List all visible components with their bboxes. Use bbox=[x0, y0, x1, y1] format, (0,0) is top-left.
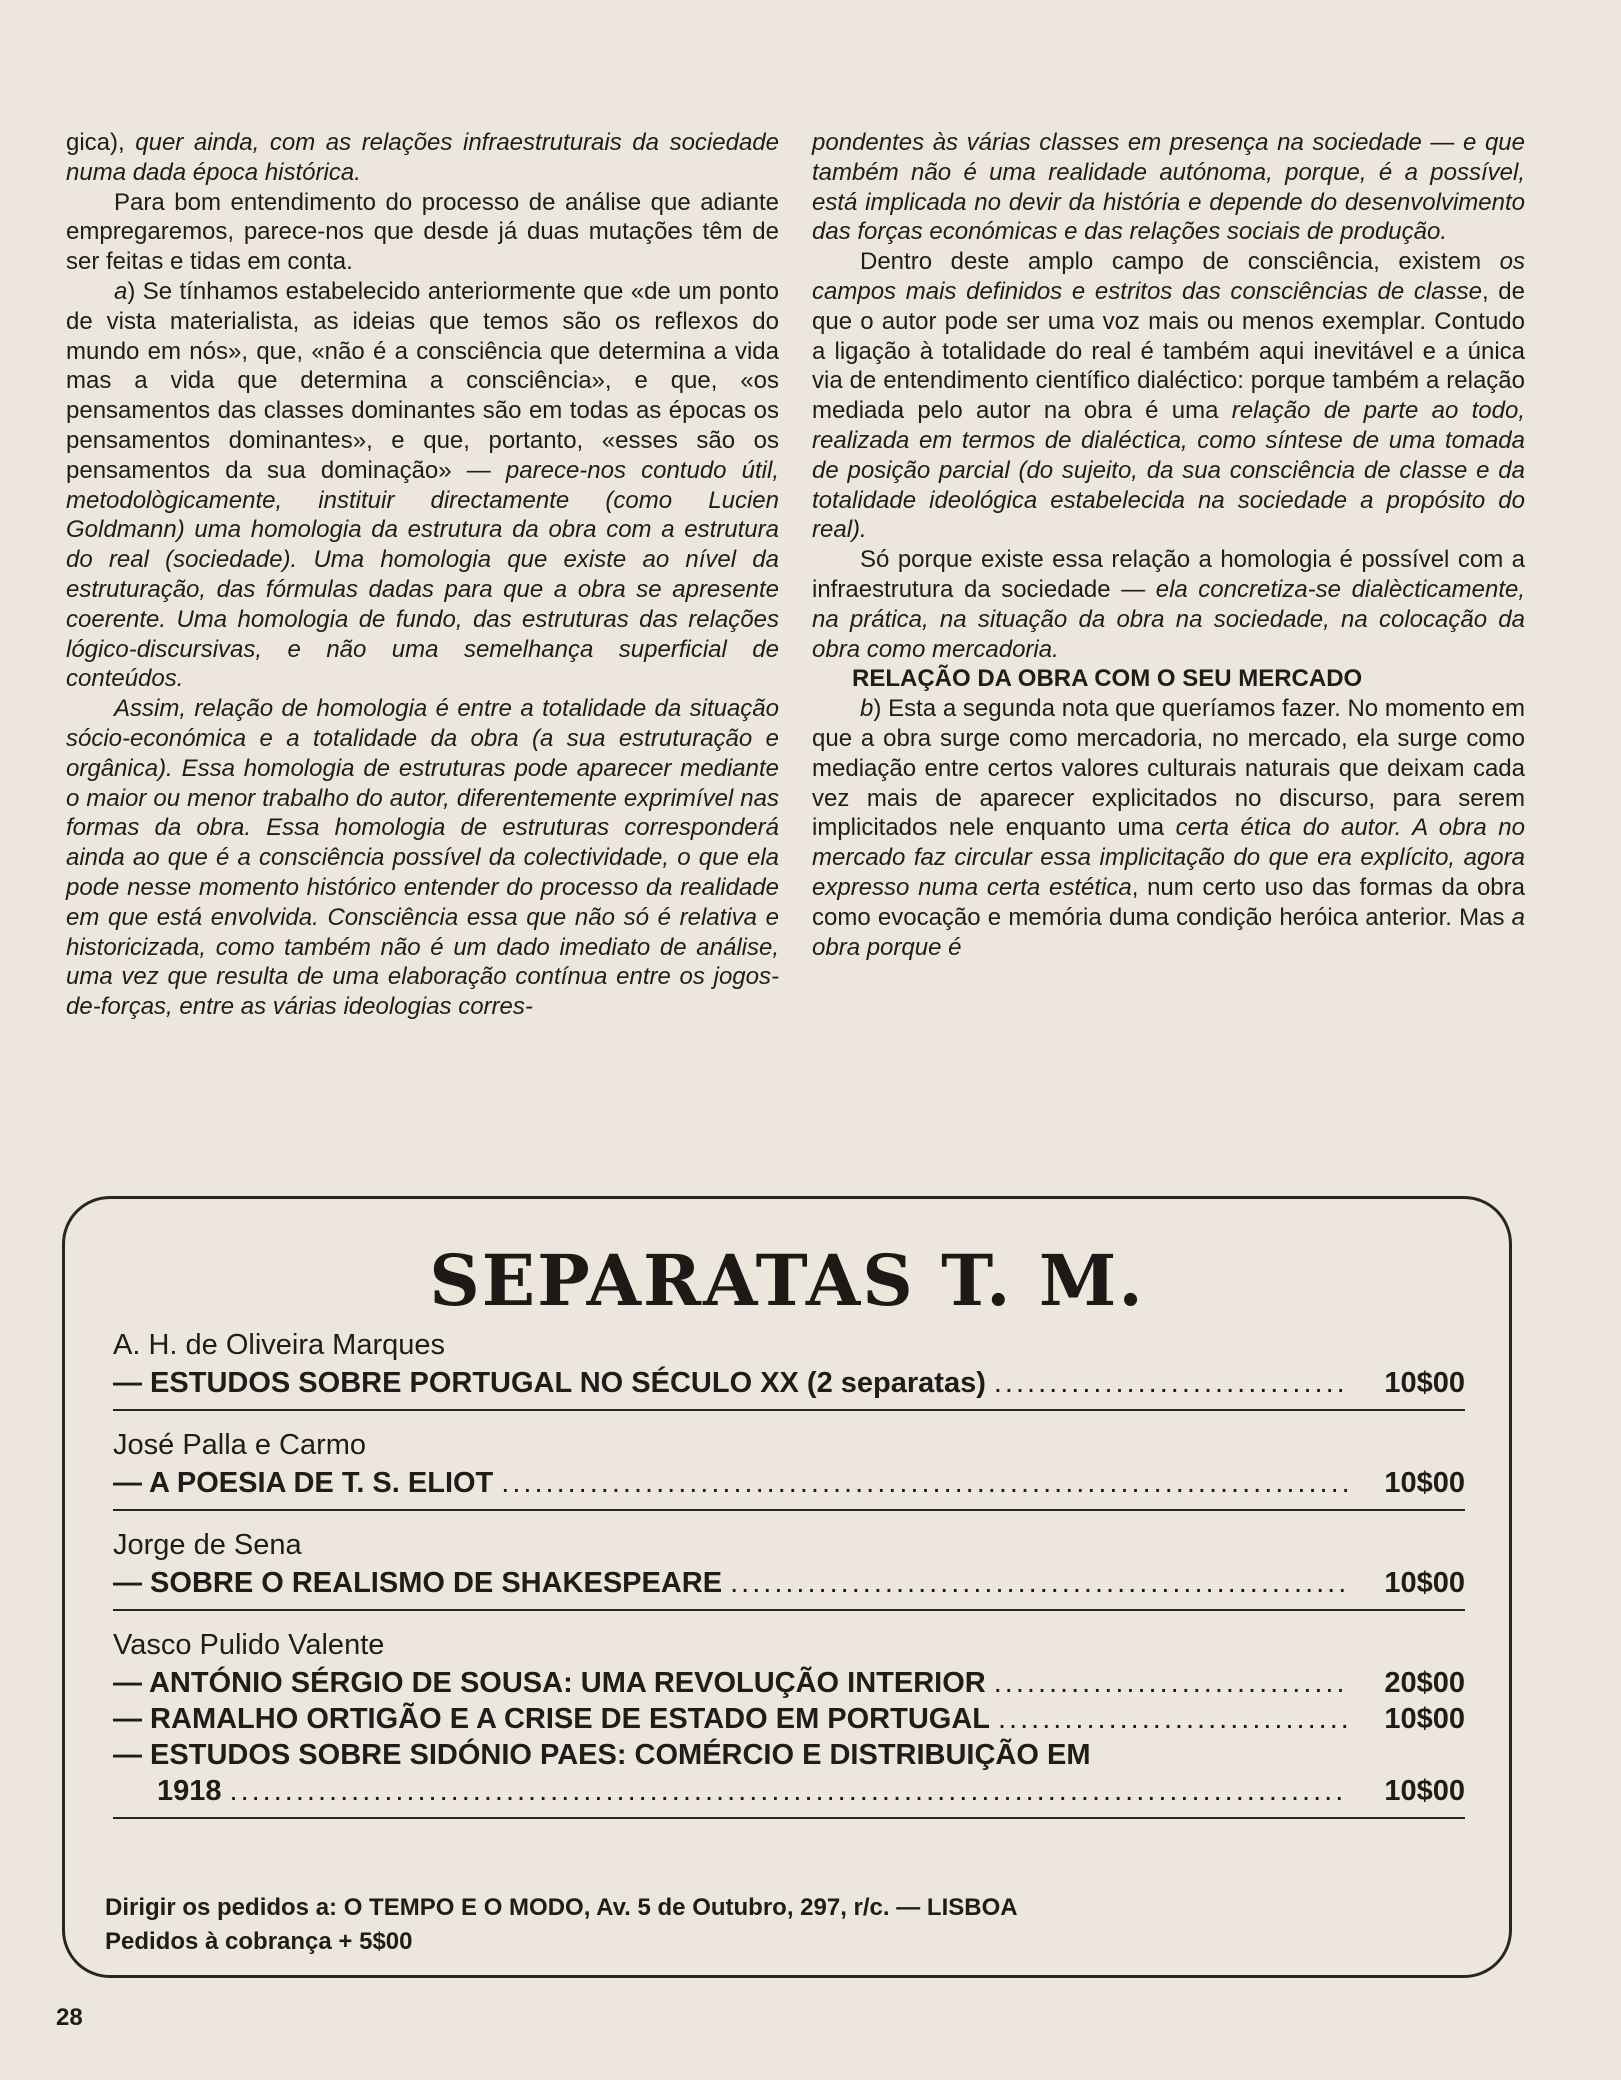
right-column bbox=[812, 128, 1525, 962]
italic-run: certa ética do autor. A obra no mercado faz circular essa implicitação do que era explícito, agora expresso numa certa estética bbox=[812, 814, 1525, 901]
text-run: ) Se tínhamos estabelecido anteriormente que «de um ponto de vista materialista, as ideias que temos são os reflexos do mundo em nós», que, «não é a consciência que determina a vida mas a vida que determina a consciência», e que, «os pensamentos das classes dominantes são em todas as épocas os pensamentos dominantes», e que, portanto, «esses são os pensamentos da sua dominação» — bbox=[66, 277, 779, 484]
entry-item bbox=[113, 1773, 1465, 1809]
order-contact bbox=[105, 1891, 1018, 1959]
italic-run: a bbox=[114, 277, 128, 305]
section-heading: RELAÇÃO DA OBRA COM O SEU MERCADO bbox=[852, 665, 1363, 693]
paragraph bbox=[66, 128, 779, 188]
leader-dots bbox=[994, 1665, 1347, 1701]
entry-author: José Palla e Carmo bbox=[113, 1429, 367, 1461]
item-price: 20$00 bbox=[1384, 1667, 1465, 1699]
separata-entry bbox=[113, 1325, 1465, 1411]
separatas-advert-box bbox=[62, 1196, 1512, 1978]
separata-entry bbox=[113, 1625, 1465, 1819]
italic-run: quer ainda, com as relações infraestruturais da sociedade numa dada época histórica. bbox=[66, 129, 779, 186]
italic-run: Assim, relação de homologia é entre a totalidade da situação sócio-económica e a totalidade da obra (a sua estruturação e orgânica). Essa homologia de estruturas pode aparecer mediante o maior ou menor trabalho do autor, diferentemente exprimível nas formas da obra. Essa homologia de estruturas corresponderá ainda ao que é a consciência possível da colectividade, o que ela pode nesse momento histórico entender do processo da realidade em que está envolvida. Consciência essa que não só é relativa e historicizada, como também não é um dado imediato de análise, uma vez que resulta de uma elaboração contínua entre os jogos-de-forças, entre as várias ideologias corres- bbox=[66, 695, 779, 1021]
leader-dots bbox=[230, 1773, 1347, 1809]
italic-run: a obra porque é bbox=[812, 903, 1525, 961]
item-price: 10$00 bbox=[1384, 1703, 1465, 1735]
item-price: 10$00 bbox=[1384, 1775, 1465, 1807]
item-price: 10$00 bbox=[1384, 1567, 1465, 1599]
entry-item bbox=[113, 1665, 1465, 1701]
leader-dots bbox=[994, 1365, 1347, 1401]
paragraph bbox=[812, 694, 1525, 962]
item-title: — RAMALHO ORTIGÃO E A CRISE DE ESTADO EM PORTUGAL bbox=[113, 1703, 990, 1735]
item-title: — A POESIA DE T. S. ELIOT bbox=[113, 1467, 494, 1499]
entry-item bbox=[113, 1465, 1465, 1501]
item-title: — SOBRE O REALISMO DE SHAKESPEARE bbox=[113, 1567, 723, 1599]
item-title: — ANTÓNIO SÉRGIO DE SOUSA: UMA REVOLUÇÃO INTERIOR bbox=[113, 1667, 986, 1699]
item-title-continued: 1918 bbox=[157, 1775, 222, 1807]
italic-run: b bbox=[860, 695, 874, 723]
contact-cod-note: Pedidos à cobrança + 5$00 bbox=[105, 1928, 413, 1955]
separatas-list bbox=[113, 1325, 1465, 1833]
entry-item bbox=[113, 1737, 1465, 1773]
page-number: 28 bbox=[56, 2004, 83, 2031]
text-run: Dentro deste amplo campo de consciência, existem bbox=[860, 248, 1500, 276]
paragraph bbox=[812, 247, 1525, 545]
leader-dots bbox=[998, 1701, 1347, 1737]
text-run: — bbox=[1421, 129, 1464, 156]
paragraph bbox=[66, 277, 779, 694]
separata-entry bbox=[113, 1525, 1465, 1611]
italic-run: parece-nos contudo útil, metodològicamente, instituir directamente (como Lucien Goldmann) uma homologia da estrutura da obra com a estrutura do real (sociedade). Uma homologia que existe ao nível da estruturação, das fórmulas dadas para que a obra se apresente coerente. Uma homologia de fundo, das estruturas das relações lógico-discursivas, e não uma semelhança superficial de conteúdos. bbox=[66, 456, 779, 693]
text-run: gica), bbox=[66, 129, 136, 156]
entry-author: A. H. de Oliveira Marques bbox=[113, 1329, 446, 1361]
item-title: — ESTUDOS SOBRE PORTUGAL NO SÉCULO XX (2 separatas) bbox=[113, 1367, 986, 1399]
entry-item bbox=[113, 1565, 1465, 1601]
text-run: , num certo uso das formas da obra como evocação e memória duma condição heróica anterior. Mas bbox=[812, 873, 1525, 931]
entry-author: Jorge de Sena bbox=[113, 1529, 302, 1561]
leader-dots bbox=[501, 1465, 1347, 1501]
leader-dots bbox=[730, 1565, 1347, 1601]
italic-run: pondentes às várias classes em presença na sociedade bbox=[812, 129, 1422, 156]
text-run: Para bom entendimento do processo de análise que adiante empregaremos, parece-nos que desde já duas mutações têm de ser feitas e tidas em conta. bbox=[66, 188, 779, 276]
separata-entry bbox=[113, 1425, 1465, 1511]
entry-item bbox=[113, 1701, 1465, 1737]
text-run: Só porque existe essa relação a homologia é possível com a infraestrutura da sociedade — bbox=[812, 546, 1525, 603]
item-price: 10$00 bbox=[1384, 1367, 1465, 1399]
paragraph bbox=[66, 188, 779, 277]
advert-title: SEPARATAS T. M. bbox=[429, 1239, 1145, 1322]
italic-run: e que também não é uma realidade autónoma, porque, é a possível, está implicada no devir da história e depende do desenvolvimento das forças económicas e das relações sociais de produção. bbox=[812, 129, 1525, 246]
paragraph bbox=[812, 545, 1525, 664]
paragraph bbox=[66, 694, 779, 1022]
italic-run: ela concretiza-se dialècticamente, na prática, na situação da obra na sociedade, na colocação da obra como mercadoria. bbox=[812, 575, 1525, 663]
item-title: — ESTUDOS SOBRE SIDÓNIO PAES: COMÉRCIO E DISTRIBUIÇÃO EM bbox=[113, 1739, 1091, 1771]
entry-item bbox=[113, 1365, 1465, 1401]
item-price: 10$00 bbox=[1384, 1467, 1465, 1499]
paragraph bbox=[812, 128, 1525, 247]
text-run: ) Esta a segunda nota que queríamos fazer. No momento em que a obra surge como mercadoria, no mercado, ela surge como mediação entre certos valores culturais naturais que deixam cada vez mais de aparecer explicitados no discurso, para serem implicitados nele enquanto uma bbox=[812, 695, 1525, 842]
text-run: , de que o autor pode ser uma voz mais ou menos exemplar. Contudo a ligação à totalidade do real é também aqui inevitável e a única via de entendimento científico dialéctico: porque também a relação mediada pelo autor na obra é uma bbox=[812, 277, 1526, 425]
italic-run: relação de parte ao todo, realizada em termos de dialéctica, como síntese de uma tomada de posição parcial (do sujeito, da sua consciência de classe e da totalidade ideológica estabelecida na sociedade a propósito do real). bbox=[812, 397, 1525, 544]
italic-run: os campos mais definidos e estritos das consciências de classe bbox=[812, 248, 1525, 305]
contact-address: Dirigir os pedidos a: O TEMPO E O MODO, Av. 5 de Outubro, 297, r/c. — LISBOA bbox=[105, 1894, 1018, 1921]
entry-author: Vasco Pulido Valente bbox=[113, 1629, 385, 1661]
left-column bbox=[66, 128, 779, 1022]
